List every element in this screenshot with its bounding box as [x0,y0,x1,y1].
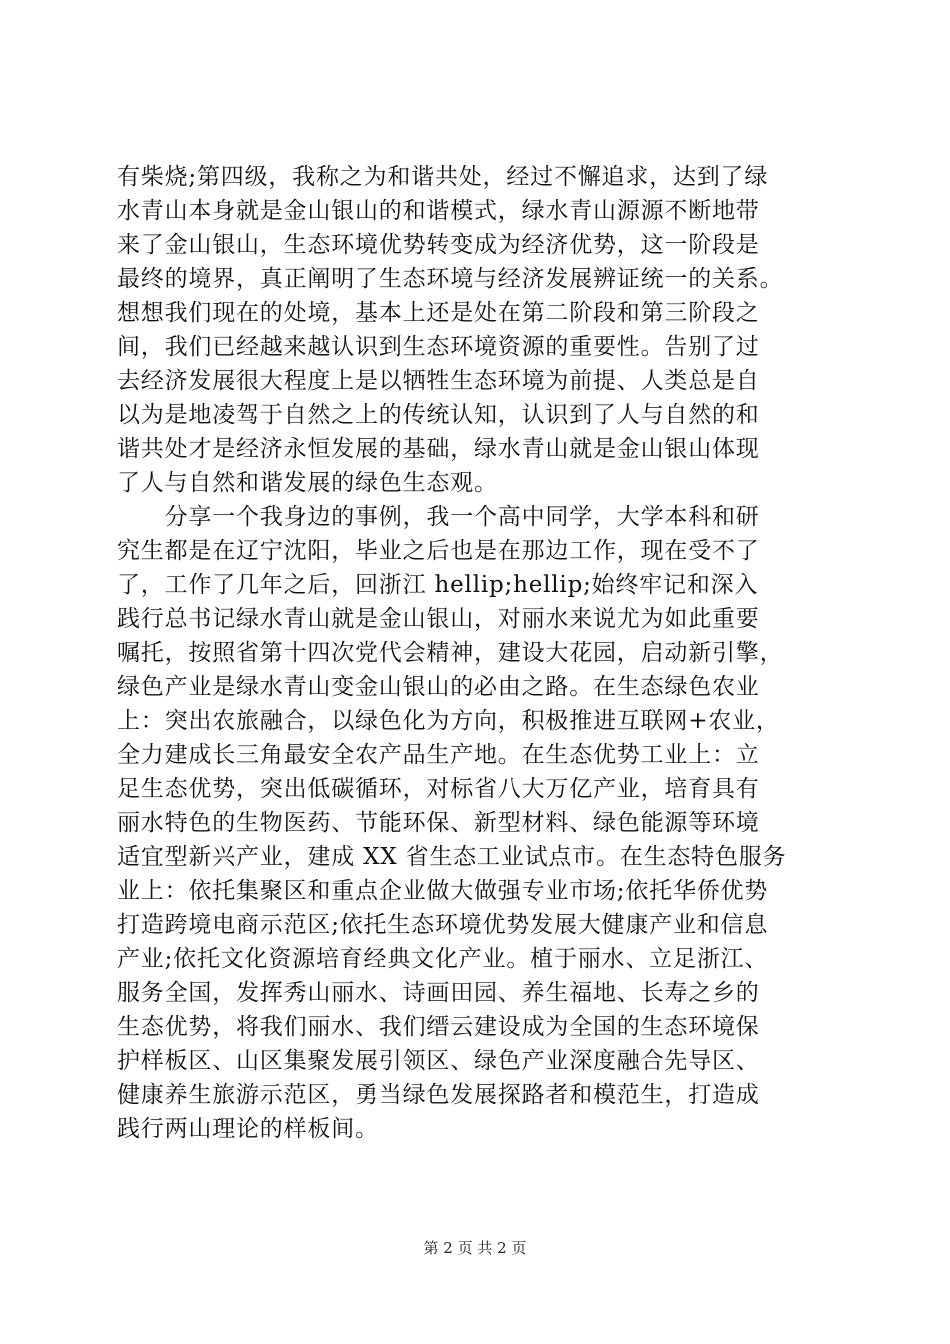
text-line: 了人与自然和谐发展的绿色生态观。 [117,470,498,496]
text-line: 践行总书记绿水青山就是金山银山，对丽水来说尤为如此重要 [117,606,760,632]
text-line: 生态优势，将我们丽水、我们缙云建设成为全国的生态环境保 [117,1014,760,1040]
text-line: 分享一个我身边的事例，我一个高中同学，大学本科和研 [117,504,760,530]
text-line: 打造跨境电商示范区;依托生态环境优势发展大健康产业和信息 [117,912,769,938]
text-line: 丽水特色的生物医药、节能环保、新型材料、绿色能源等环境 [117,810,760,836]
text-line: 践行两山理论的样板间。 [117,1116,379,1142]
text-line: 上：突出农旅融合，以绿色化为方向，积极推进互联网+农业， [117,708,780,734]
text-line: 最终的境界，真正阐明了生态环境与经济发展辨证统一的关系。 [117,266,784,292]
text-line: 想想我们现在的处境，基本上还是处在第二阶段和第三阶段之 [117,300,760,326]
text-line: 足生态优势，突出低碳循环，对标省八大万亿产业，培育具有 [117,776,760,802]
text-line: 究生都是在辽宁沈阳，毕业之后也是在那边工作，现在受不了 [117,538,760,564]
text-line: 水青山本身就是金山银山的和谐模式，绿水青山源源不断地带 [117,198,760,224]
text-line: 以为是地凌驾于自然之上的传统认知，认识到了人与自然的和 [117,402,760,428]
text-line: 产业;依托文化资源培育经典文化产业。植于丽水、立足浙江、 [117,946,769,972]
text-line: 服务全国，发挥秀山丽水、诗画田园、养生福地、长寿之乡的 [117,980,760,1006]
text-line: 业上：依托集聚区和重点企业做大做强专业市场;依托华侨优势 [117,878,769,904]
text-line: 间，我们已经越来越认识到生态环境资源的重要性。告别了过 [117,334,760,360]
page-number-footer: 第 2 页 共 2 页 [423,1239,527,1257]
text-line: 健康养生旅游示范区，勇当绿色发展探路者和模范生，打造成 [117,1082,760,1108]
document-body [117,160,837,1146]
text-line: 去经济发展很大程度上是以牺牲生态环境为前提、人类总是自 [117,368,760,394]
text-line: 有柴烧;第四级，我称之为和谐共处，经过不懈追求，达到了绿 [117,164,769,190]
text-line: 全力建成长三角最安全农产品生产地。在生态优势工业上：立 [117,742,760,768]
text-line: 嘱托，按照省第十四次党代会精神，建设大花园，启动新引擎， [117,640,784,666]
text-line: 谐共处才是经济永恒发展的基础，绿水青山就是金山银山体现 [117,436,760,462]
text-line: 护样板区、山区集聚发展引领区、绿色产业深度融合先导区、 [117,1048,760,1074]
text-line: 来了金山银山，生态环境优势转变成为经济优势，这一阶段是 [117,232,760,258]
text-line: 了，工作了几年之后，回浙江 hellip;hellip;始终牢记和深入 [117,572,759,598]
text-line: 绿色产业是绿水青山变金山银山的必由之路。在生态绿色农业 [117,674,760,700]
text-line: 适宜型新兴产业，建成 XX 省生态工业试点市。在生态特色服务 [117,844,787,870]
